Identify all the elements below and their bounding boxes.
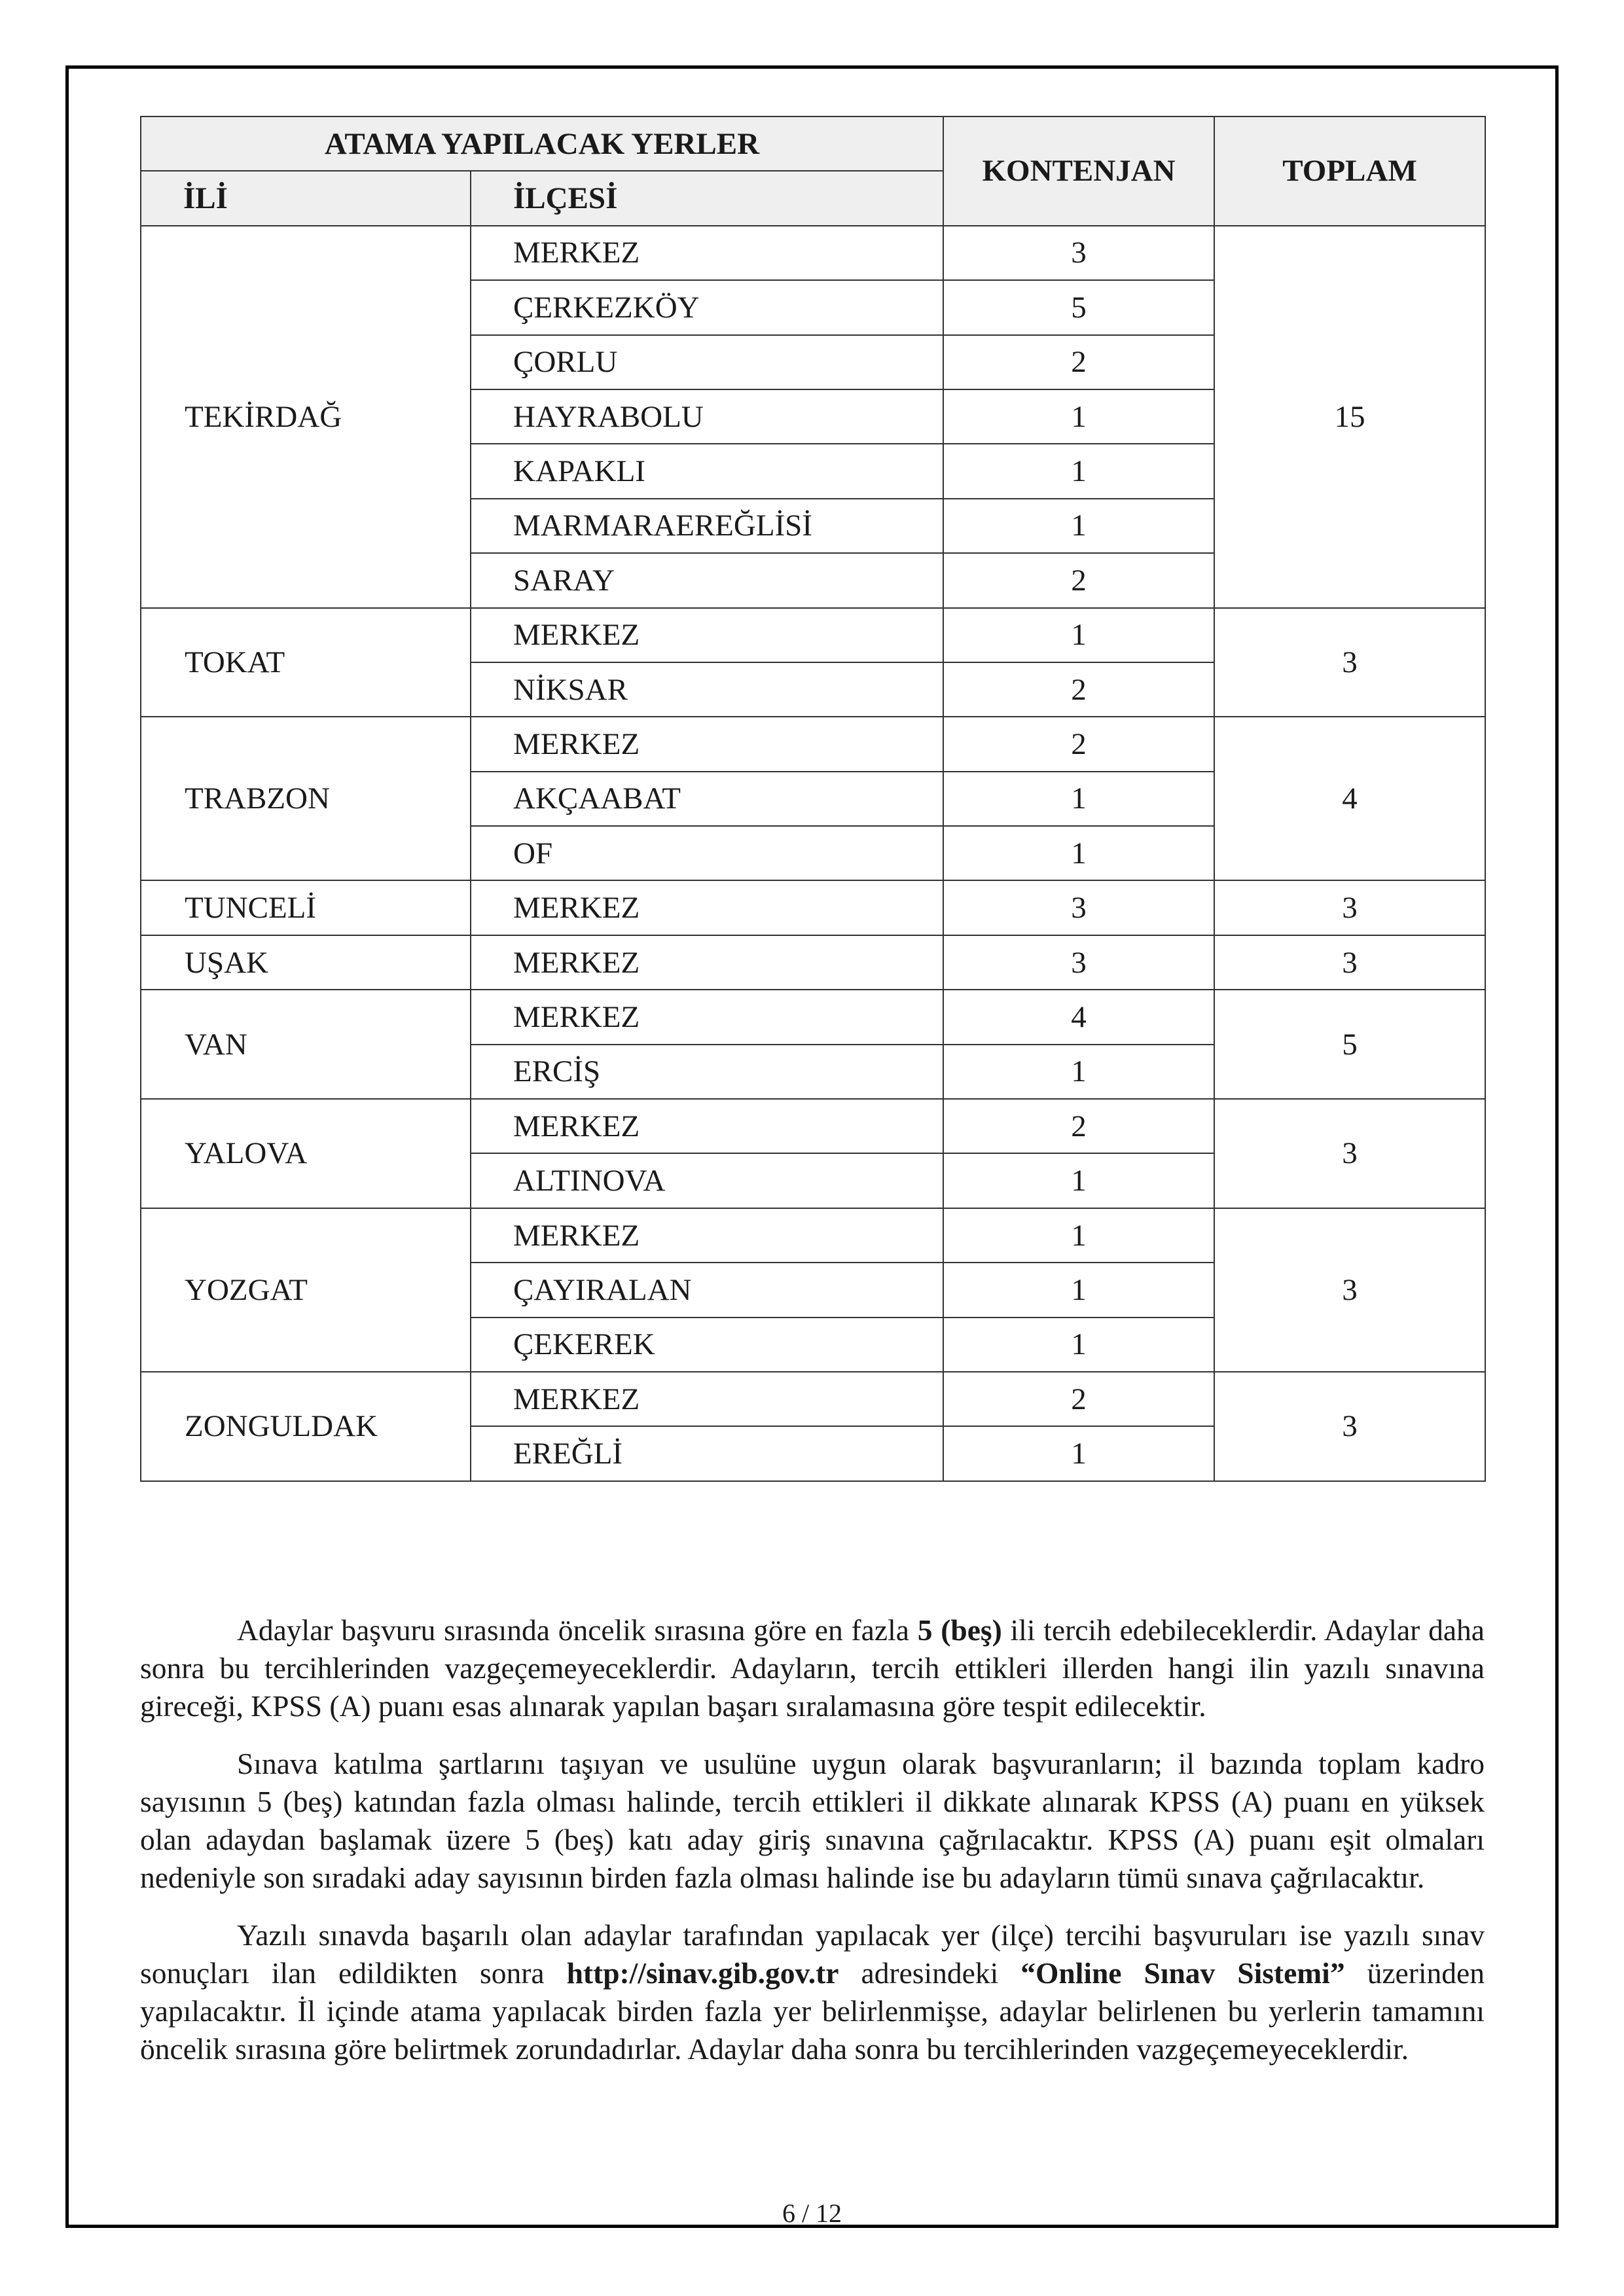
district-quota: 2	[943, 335, 1214, 389]
district-quota: 1	[943, 1263, 1214, 1317]
header-toplam: TOPLAM	[1214, 117, 1485, 226]
paragraph-3-text-b: adresindeki	[839, 1956, 1021, 1990]
district-quota: 1	[943, 772, 1214, 826]
district-name: AKÇAABAT	[471, 772, 943, 826]
district-name: MERKEZ	[471, 226, 943, 280]
district-name: ÇAYIRALAN	[471, 1263, 943, 1317]
district-quota: 3	[943, 935, 1214, 990]
district-quota: 2	[943, 1099, 1214, 1153]
online-exam-system-name: “Online Sınav Sistemi”	[1020, 1956, 1345, 1990]
district-name: HAYRABOLU	[471, 389, 943, 444]
district-name: MERKEZ	[471, 990, 943, 1044]
district-quota: 4	[943, 990, 1214, 1044]
province-name: VAN	[141, 990, 471, 1099]
header-il: İLİ	[141, 171, 471, 225]
province-total: 3	[1214, 1208, 1485, 1372]
district-name: ÇERKEZKÖY	[471, 280, 943, 334]
table-row	[141, 1099, 1485, 1153]
paragraph-2: Sınava katılma şartlarını taşıyan ve usulüne uygun olarak başvuranların; il bazında toplam kadro sayısının 5 (beş) katından fazla olması halinde, tercih ettikleri il dikkate alınarak KPSS (A) puanı en yüksek olan adaydan başlamak üzere 5 (beş) katı aday giriş sınavına çağrılacaktır. KPSS (A) puanı eşit olmaları nedeniyle son sıradaki aday sayısının birden fazla olması halinde ise bu adayların tümü sınava çağrılacaktır.	[140, 1747, 1485, 1894]
allocation-table	[140, 116, 1486, 1482]
district-name: OF	[471, 826, 943, 880]
district-name: MERKEZ	[471, 717, 943, 771]
district-quota: 1	[943, 444, 1214, 498]
province-total: 5	[1214, 990, 1485, 1099]
body-text	[140, 1611, 1485, 2088]
district-quota: 2	[943, 553, 1214, 607]
district-name: ERCİŞ	[471, 1045, 943, 1099]
district-quota: 1	[943, 389, 1214, 444]
district-quota: 1	[943, 1426, 1214, 1480]
district-quota: 5	[943, 280, 1214, 334]
province-total: 3	[1214, 1099, 1485, 1208]
district-name: MERKEZ	[471, 880, 943, 935]
district-name: NİKSAR	[471, 662, 943, 717]
district-quota: 2	[943, 717, 1214, 771]
province-name: TUNCELİ	[141, 880, 471, 935]
table-row	[141, 935, 1485, 990]
district-quota: 1	[943, 1318, 1214, 1372]
province-name: YALOVA	[141, 1099, 471, 1208]
paragraph-1-text-c: ili tercih edebileceklerdir. Adaylar daha sonra bu tercihlerinden vazgeçemeyeceklerdir. Adayların, tercih ettikleri illerden hangi ilin yazılı sınavına gireceği, KPSS (A) puanı esas alınarak yapılan başarı sıralamasına göre tespit edilecektir.	[140, 1613, 1485, 1723]
district-name: EREĞLİ	[471, 1426, 943, 1480]
table-row	[141, 880, 1485, 935]
district-quota: 2	[943, 1372, 1214, 1426]
province-name: UŞAK	[141, 935, 471, 990]
district-quota: 1	[943, 1153, 1214, 1208]
table-body	[141, 226, 1485, 1481]
district-name: ÇORLU	[471, 335, 943, 389]
district-name: ALTINOVA	[471, 1153, 943, 1208]
paragraph-3-text-a: Yazılı sınavda başarılı olan adaylar tarafından yapılacak yer (ilçe) tercihi başvuruları ise yazılı sınav sonuçları ilan edildikten sonra	[140, 1918, 1485, 1990]
paragraph-3-text-c: üzerinden yapılacaktır. İl içinde atama yapılacak birden fazla yer belirlenmişse, adaylar belirlenen bu yerlerin tamamını öncelik sırasına göre belirtmek zorundadırlar. Adaylar daha sonra bu tercihlerinden vazgeçemeyeceklerdir.	[140, 1956, 1485, 2066]
district-name: MERKEZ	[471, 1208, 943, 1263]
table-row	[141, 608, 1485, 662]
district-name: MERKEZ	[471, 1372, 943, 1426]
exam-site-url: http://sinav.gib.gov.tr	[566, 1956, 839, 1990]
district-name: ÇEKEREK	[471, 1318, 943, 1372]
district-name: MERKEZ	[471, 935, 943, 990]
paragraph-3	[140, 1916, 1485, 2068]
district-quota: 1	[943, 499, 1214, 553]
province-name: ZONGULDAK	[141, 1372, 471, 1481]
province-total: 15	[1214, 226, 1485, 608]
page-number: 6 / 12	[782, 2198, 842, 2228]
district-quota: 1	[943, 1045, 1214, 1099]
district-quota: 2	[943, 662, 1214, 717]
province-total: 3	[1214, 935, 1485, 990]
province-total: 4	[1214, 717, 1485, 880]
paragraph-1	[140, 1611, 1485, 1725]
paragraph-1-text-a: Adaylar başvuru sırasında öncelik sırasına göre en fazla	[237, 1613, 918, 1647]
table-row	[141, 1208, 1485, 1263]
district-quota: 1	[943, 826, 1214, 880]
province-name: TEKİRDAĞ	[141, 226, 471, 608]
district-quota: 1	[943, 608, 1214, 662]
district-name: MERKEZ	[471, 1099, 943, 1153]
province-total: 3	[1214, 608, 1485, 717]
table-row	[141, 1372, 1485, 1426]
district-name: KAPAKLI	[471, 444, 943, 498]
district-quota: 1	[943, 1208, 1214, 1263]
district-name: MERKEZ	[471, 608, 943, 662]
table-row	[141, 226, 1485, 280]
table-row	[141, 717, 1485, 771]
paragraph-1-bold: 5 (beş)	[917, 1613, 1002, 1647]
header-group-title: ATAMA YAPILACAK YERLER	[141, 117, 943, 171]
province-total: 3	[1214, 1372, 1485, 1481]
district-quota: 3	[943, 226, 1214, 280]
province-total: 3	[1214, 880, 1485, 935]
header-kontenjan: KONTENJAN	[943, 117, 1214, 226]
table-row	[141, 990, 1485, 1044]
district-name: MARMARAEREĞLİSİ	[471, 499, 943, 553]
province-name: TOKAT	[141, 608, 471, 717]
header-ilce: İLÇESİ	[471, 171, 943, 225]
district-name: SARAY	[471, 553, 943, 607]
district-quota: 3	[943, 880, 1214, 935]
province-name: YOZGAT	[141, 1208, 471, 1372]
province-name: TRABZON	[141, 717, 471, 880]
